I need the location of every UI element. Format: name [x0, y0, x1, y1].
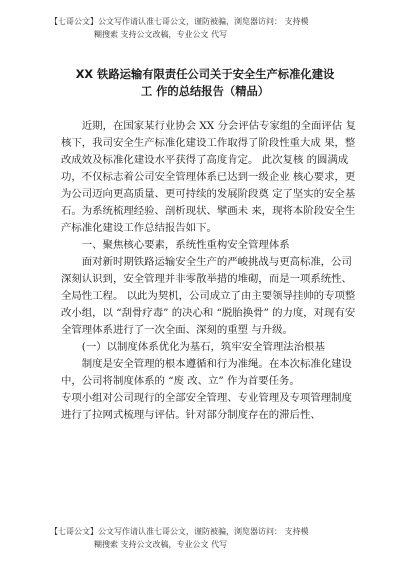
- section-1-paragraph: 面对新时期铁路运输安全生产的严峻挑战与更高标准，公司深刻认识到，安全管理并非零散举措的堆砌，而是一项系统性、全局性工程。 以此为契机，公司成立了由主要领导挂帅的专项整改小组，以 “刮骨疗毒” 的决心和 “脱胎换骨” 的力度，对现有安全管理体系进行了一次全面、深刻的重塑 与升级。: [61, 256, 356, 336]
- document-title: [40, 66, 370, 100]
- footer-line-1: 【七哥公文】公文写作请认准七哥公文，谨防被骗，浏览器访问： 支持模: [50, 527, 309, 536]
- footer-line-2: 糊搜索 支持公文改稿，专业公文 代写: [94, 540, 228, 549]
- subsection-heading-1: (一）以制度体系优化为基石，筑牢安全管理法治根基: [81, 341, 325, 353]
- document-body: [61, 118, 361, 424]
- header-line-1: 【七哥公文】公文写作请认准七哥公文，谨防被骗，浏览器访问： 支持模: [50, 17, 309, 26]
- page-header: [50, 15, 380, 41]
- section-heading-1: 一、聚焦核心要素，系统性重构安全管理体系: [81, 239, 290, 251]
- intro-paragraph: 近期，在国家某行业协会 XX 分会评估专家组的全面评估 复核下，我司安全生产标准化建设工作取得了阶段性重大成 果，整改成效及标准化建设水平获得了高度肯定。 此次复核 的圆满成功，不仅标志着公司安全管理体系已达到一级企业 核心要求，更为公司迈向更高质量、更可持续的发展阶段奠 定了坚实的安全基石。为系统梳理经验、剖析现状、擘画未 来，现将本阶段安全生产标准化建设工作总结报告如下。: [61, 120, 356, 234]
- header-line-2: 糊搜索 支持公文改稿，专业公文 代写: [94, 30, 228, 39]
- subsection-1-paragraph: 制度是安全管理的根本遵循和行为准绳。在本次标准化建设中，公司将制度体系的 “废 改、立” 作为首要任务。: [61, 358, 352, 387]
- page-footer: [50, 525, 380, 551]
- title-line-1: XX 铁路运输有限责任公司关于安全生产标准化建设: [75, 68, 335, 81]
- title-line-2: 工 作的总结报告（精品）: [140, 85, 270, 98]
- subsection-1-paragraph-2: 专项小组对公司现行的全部安全管理、专业管理及专项管理制度进行了拉网式梳理与评估。针对部分制度存在的滞后性、: [61, 392, 352, 421]
